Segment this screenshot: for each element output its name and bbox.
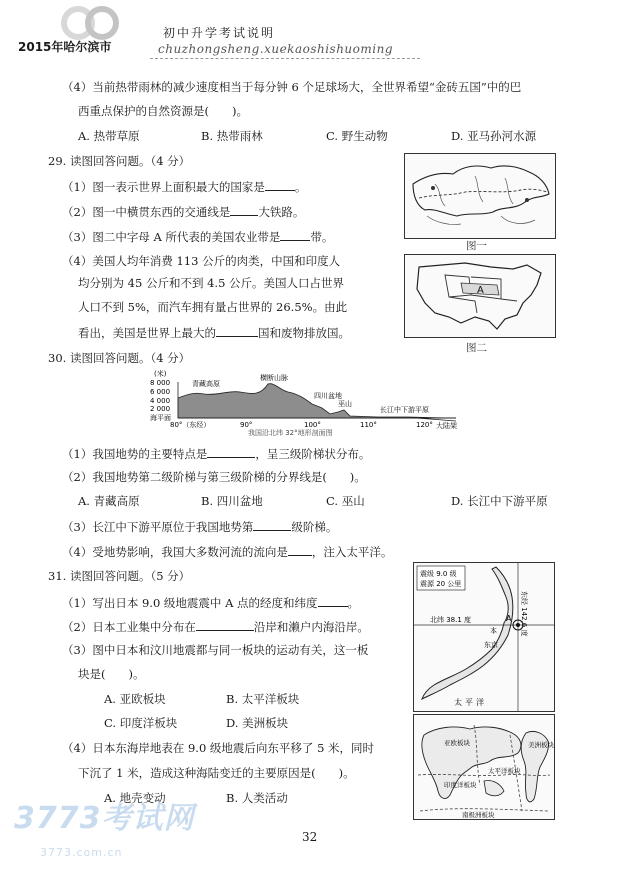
- map-russia: [404, 153, 556, 239]
- header-city: 2015年哈尔滨市: [18, 40, 112, 54]
- q31-s3-option-d: D. 美洲板块: [226, 716, 289, 730]
- q30-option-b: B. 四川盆地: [201, 494, 263, 508]
- profile-label-wushan: 巫山: [338, 400, 352, 408]
- profile-label-qingzang: 青藏高原: [192, 380, 220, 388]
- q31-title: 31. 读图回答问题。（5 分）: [48, 569, 191, 583]
- plate-label-eurasian: 亚欧板块: [444, 739, 470, 747]
- profile-xtick-120: 120°: [416, 421, 433, 429]
- japan-legend-depth: 震源 20 公里: [420, 580, 462, 588]
- q28-option-a: A. 热带草原: [78, 129, 140, 143]
- profile-ytick-2000: 2 000: [150, 405, 171, 413]
- japan-lat-label: 北纬 38.1 度: [430, 616, 472, 624]
- japan-place-ben: 本: [490, 627, 497, 635]
- plate-label-pacific: 太平洋板块: [488, 767, 521, 775]
- fig2-caption: 图二: [466, 342, 487, 354]
- q28-4-line2: 西重点保护的自然资源是( )。: [78, 104, 248, 118]
- q30-s2: （2）我国地势第二级阶梯与第三级阶梯的分界线是( )。: [62, 470, 366, 484]
- q31-s2: （2）日本工业集中分布在 沿岸和濑户内海沿岸。: [62, 620, 369, 634]
- profile-xtick-110: 110°: [360, 421, 377, 429]
- profile-label-sichuan: 四川盆地: [314, 392, 342, 400]
- q31-s4-line1: （4）日本东海岸地表在 9.0 级地震后向东平移了 5 米，同时: [62, 741, 375, 755]
- profile-unit: (米): [154, 370, 167, 378]
- q28-option-d: D. 亚马孙河水源: [451, 129, 537, 143]
- profile-ytick-4000: 4 000: [150, 397, 171, 405]
- q30-s4: （4）受地势影响，我国大多数河流的流向是 ，注入太平洋。: [62, 545, 393, 559]
- plate-label-american: 美洲板块: [528, 741, 554, 749]
- header-title: 初中升学考试说明: [163, 26, 276, 40]
- q28-option-b: B. 热带雨林: [201, 129, 263, 143]
- q29-s1: （1）图一表示世界上面积最大的国家是 。: [62, 180, 307, 194]
- q28-4-line1: （4）当前热带雨林的减少速度相当于每分钟 6 个足球场大，全世界希望“金砖五国”中的巴: [62, 80, 522, 94]
- japan-legend-magnitude: 震级 9.0 级: [420, 570, 457, 578]
- q30-option-a: A. 青藏高原: [78, 494, 140, 508]
- map-usa: [404, 254, 556, 338]
- q29-s4-line4: 看出，美国是世界上最大的 国和废物排放国。: [78, 326, 350, 340]
- terrain-profile-chart: [148, 368, 460, 436]
- profile-label-shelf: 大陆架: [436, 422, 457, 430]
- q31-s1: （1）写出日本 9.0 级地震震中 A 点的经度和纬度 。: [62, 596, 360, 610]
- header-logo-icon: [58, 6, 130, 40]
- q31-s3-option-b: B. 太平洋板块: [226, 692, 300, 706]
- q30-title: 30. 读图回答问题。（4 分）: [48, 351, 191, 365]
- q29-s2: （2）图一中横贯东西的交通线是 大铁路。: [62, 205, 305, 219]
- watermark-logo: 3773考试网: [14, 801, 195, 836]
- q31-s4-option-a: A. 地壳变动: [104, 791, 166, 805]
- watermark-url: 3773.com.cn: [40, 846, 123, 859]
- map-japan-earthquake: [413, 562, 555, 712]
- q29-s4-line2: 均分别为 45 公斤和不到 4.5 公斤。美国人口占世界: [78, 276, 345, 290]
- header-divider: [150, 58, 420, 59]
- page-number: 32: [302, 830, 318, 844]
- q31-s3-line1: （3）图中日本和汶川地震都与同一板块的运动有关，这一板: [62, 643, 369, 657]
- map-world-plates: [413, 714, 555, 820]
- q29-s4-line3: 人口不到 5%，而汽车拥有量占世界的 26.5%。由此: [78, 300, 348, 314]
- profile-xtick-90: 90°: [240, 421, 253, 429]
- q31-s4-option-b: B. 人类活动: [226, 791, 288, 805]
- profile-label-hengduan: 横断山脉: [260, 374, 288, 382]
- japan-point-a: A: [506, 614, 512, 623]
- q29-title: 29. 读图回答问题。（4 分）: [48, 154, 191, 168]
- japan-sea-label: 太平洋: [454, 698, 487, 707]
- q30-s1: （1）我国地势的主要特点是 ，呈三级阶梯状分布。: [62, 447, 371, 461]
- profile-ytick-8000: 8 000: [150, 379, 171, 387]
- q29-s3: （3）图二中字母 A 所代表的美国农业带是 带。: [62, 230, 334, 244]
- profile-xtick-100: 100°: [304, 421, 321, 429]
- q30-option-d: D. 长江中下游平原: [451, 494, 548, 508]
- japan-place-tokyo: 东京: [484, 641, 498, 649]
- profile-xtick-80: 80°（东经）: [170, 421, 211, 429]
- plate-label-indian: 印度洋板块: [444, 781, 477, 789]
- q31-s4-line2: 下沉了 1 米，造成这种海陆变迁的主要原因是( )。: [78, 766, 355, 780]
- q31-s3-option-c: C. 印度洋板块: [104, 716, 178, 730]
- header-pinyin: chuzhongsheng.xuekaoshishuoming: [158, 42, 394, 56]
- plate-label-antarctic: 南极洲板块: [462, 811, 495, 819]
- q30-option-c: C. 巫山: [326, 494, 365, 508]
- profile-label-changjiang: 长江中下游平原: [380, 406, 429, 414]
- profile-ytick-6000: 6 000: [150, 388, 171, 396]
- fig1-caption: 图一: [466, 240, 487, 252]
- japan-lon-label: 东经 142.6 度: [520, 591, 528, 637]
- q31-s3-line2: 块是( )。: [78, 667, 145, 681]
- fig2-point-label: A: [477, 285, 484, 296]
- profile-caption: 我国沿北纬 32°地形剖面图: [248, 429, 333, 436]
- q30-s3: （3）长江中下游平原位于我国地势第 级阶梯。: [62, 520, 338, 534]
- profile-ytick-sealevel: 海平面: [150, 414, 171, 422]
- q28-option-c: C. 野生动物: [326, 129, 388, 143]
- q31-s3-option-a: A. 亚欧板块: [104, 692, 166, 706]
- q29-s4-line1: （4）美国人均年消费 113 公斤的肉类，中国和印度人: [62, 254, 341, 268]
